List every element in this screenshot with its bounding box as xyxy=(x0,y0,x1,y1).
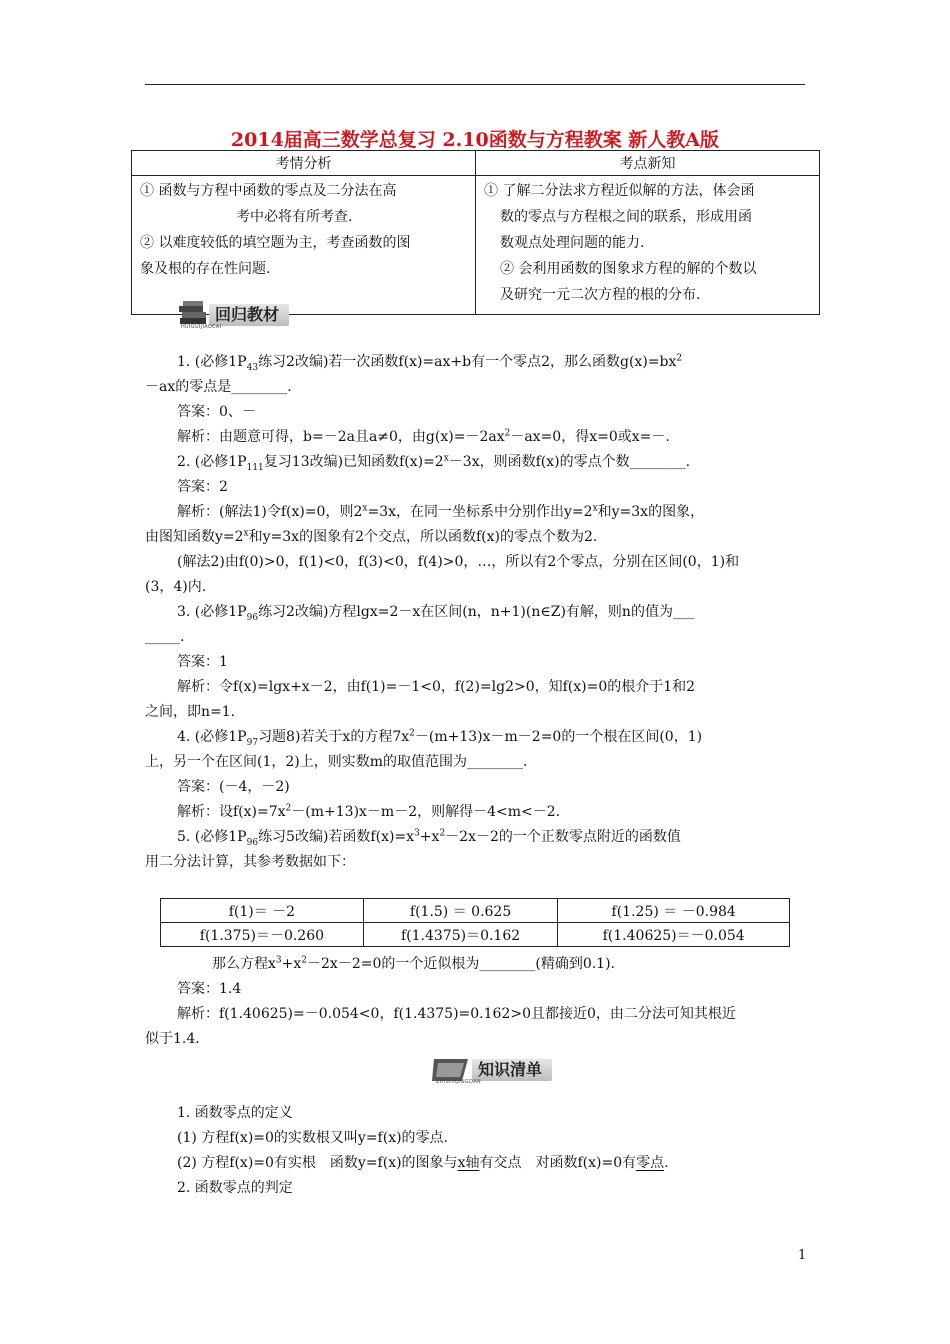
answer-5: 答案：1.4 xyxy=(177,981,242,997)
knowledge-heading-1: 1. 函数零点的定义 xyxy=(177,1105,293,1121)
question-2: 2. (必修$1P_{111}$复习13改编)已知函数$f(x)=2^x-3x$，则函数f(x)的零点个数________. xyxy=(177,453,691,473)
knowledge-heading-2: 2. 函数零点的判定 xyxy=(177,1180,293,1196)
section-banner-huigui xyxy=(177,300,307,334)
solution-5: 解析：f(1.40625)=－0.054<0，f(1.4375)=0.162>0且都接近0，由二分法可知其根近 xyxy=(177,1006,736,1022)
analysis-left-cell: ① 函数与方程中函数的零点及二分法在高 考中必将有所考查. ② 以难度较低的填空题为主，考查函数的图 象及根的存在性问题. xyxy=(132,176,476,315)
banner-label: 知识清单 xyxy=(472,1059,552,1081)
banner-label: 回归教材 xyxy=(209,304,289,326)
question-5-tail: 那么方程$x^3+x^2-2x-2=0$的一个近似根为________(精确到0.1). xyxy=(212,955,616,972)
question-3: 3. (必修$1P_{96}$练习2改编)方程lgx=2－x在区间(n，n+1)(n∈Z)有解，则n的值为___ xyxy=(177,604,694,623)
solution-2: 解析：(解法1)令f(x)=0，则$2^x=3x$，在同一坐标系中分别作出$y=2^x$和y=3x的图象， xyxy=(177,503,705,520)
analysis-right-cell: ① 了解二分法求方程近似解的方法，体会函 数的零点与方程根之间的联系，形成用函 数观点处理问题的能力. ② 会利用函数的图象求方程的解的个数以 及研究一元二次方程的根的分布. xyxy=(476,176,820,315)
banner-pinyin: ZHISHIQINGDAN xyxy=(436,1079,481,1085)
review-section: 1. (必修$1P_{43}$练习2改编)若一次函数f(x)=ax+b有一个零点2，那么函数$g(x)=bx^2$ －ax的零点是________. 答案：0、－ 解析：由题意可得，b=－2a且a≠0，由$g(x)=-2ax^2-ax=0$，得x=0或x=－. 2. (必修$1P_{111}$复习13改编)已知函数$f(x)=2^x-3x$，则函数f(x)的零点个数________. 答案：2 解析：(解法1)令f(x)=0，则$2^x=3x$，在同一坐标系中分别作出$y=2^x$和y=3x的图象， 由图知函数$y=2^x$和y=3x的图象有2个交点，所以函数f(x)的零点个数为2. (解法2)由f(0)>0，f(1)<0，f(3)<0，f(4)>0，…，所以有2个零点，分别在区间(0，1)和 (3，4)内. 3. (必修$1P_{96}$练习2改编)方程lgx=2－x在区间(n，n+1)(n∈Z)有解，则n的值为___ _____. 答案：1 解析：令f(x)=lgx+x－2，由f(1)=－1<0，f(2)=lg2>0，知f(x)=0的根介于1和2 之间，即n=1. 4. (必修$1P_{97}$习题8)若关于x的方程$7x^2-(m+13)x-m-2=0$的一个根在区间(0，1) 上，另一个在区间(1，2)上，则实数m的取值范围为________. 答案：(－4，－2) 解析：设$f(x)=7x^2-(m+13)x-m-2$，则解得－4<m<－2. 5. (必修$1P_{96}$练习5改编)若函数$f(x)=x^3+x^2-2x-2$的一个正数零点附近的函数值 用二分法计算，其参考数据如下： xyxy=(145,350,807,875)
reference-data-table xyxy=(160,898,790,947)
table-cell: f(1.4375)＝0.162 xyxy=(363,923,558,947)
table-cell: f(1.25) ＝ －0.984 xyxy=(558,899,790,923)
answer-2: 答案：2 xyxy=(177,479,228,495)
solution-4: 解析：设$f(x)=7x^2-(m+13)x-m-2$，则解得－4<m<－2. xyxy=(177,803,561,820)
answer-3: 答案：1 xyxy=(177,654,228,670)
table-row xyxy=(161,899,790,923)
page-number: 1 xyxy=(798,1248,807,1263)
review-section-cont: 那么方程$x^3+x^2-2x-2=0$的一个近似根为________(精确到0.1). 答案：1.4 解析：f(1.40625)=－0.054<0，f(1.4375)=0.162>0且都接近0，由二分法可知其根近 似于1.4. xyxy=(145,952,807,1052)
solution-1: 解析：由题意可得，b=－2a且a≠0，由$g(x)=-2ax^2-ax=0$，得x=0或x=－. xyxy=(177,428,670,445)
analysis-table xyxy=(131,150,820,315)
table-row xyxy=(161,923,790,947)
knowledge-section xyxy=(145,1101,807,1201)
table-cell: f(1.5) ＝ 0.625 xyxy=(363,899,558,923)
section-banner-zhishi xyxy=(432,1055,562,1089)
analysis-header-left: 考情分析 xyxy=(132,151,476,176)
answer-1: 答案：0、－ xyxy=(177,404,256,420)
table-cell: f(1)＝ －2 xyxy=(161,899,364,923)
solution-3: 解析：令f(x)=lgx+x－2，由f(1)=－1<0，f(2)=lg2>0，知f(x)=0的根介于1和2 xyxy=(177,679,696,695)
question-4: 4. (必修$1P_{97}$习题8)若关于x的方程$7x^2-(m+13)x-m-2=0$的一个根在区间(0，1) xyxy=(177,728,703,748)
banner-pinyin: HUIGUIJIAOCAI xyxy=(181,324,222,330)
knowledge-item-2: (2) 方程f(x)=0有实根 函数y=f(x)的图象与x轴有交点 对函数f(x)=0有零点. xyxy=(177,1155,669,1171)
table-cell: f(1.375)＝－0.260 xyxy=(161,923,364,947)
table-cell: f(1.40625)＝－0.054 xyxy=(558,923,790,947)
question-1: 1. (必修$1P_{43}$练习2改编)若一次函数f(x)=ax+b有一个零点2，那么函数$g(x)=bx^2$ xyxy=(177,353,683,373)
question-5: 5. (必修$1P_{96}$练习5改编)若函数$f(x)=x^3+x^2-2x-2$的一个正数零点附近的函数值 xyxy=(177,828,681,848)
answer-4: 答案：(－4，－2) xyxy=(177,779,290,795)
header-rule xyxy=(145,84,805,85)
analysis-header-right: 考点新知 xyxy=(476,151,820,176)
knowledge-item-1: (1) 方程f(x)=0的实数根又叫y=f(x)的零点. xyxy=(177,1130,449,1146)
document-title: 2014届高三数学总复习 2.10函数与方程教案 新人教A版 xyxy=(230,129,720,151)
